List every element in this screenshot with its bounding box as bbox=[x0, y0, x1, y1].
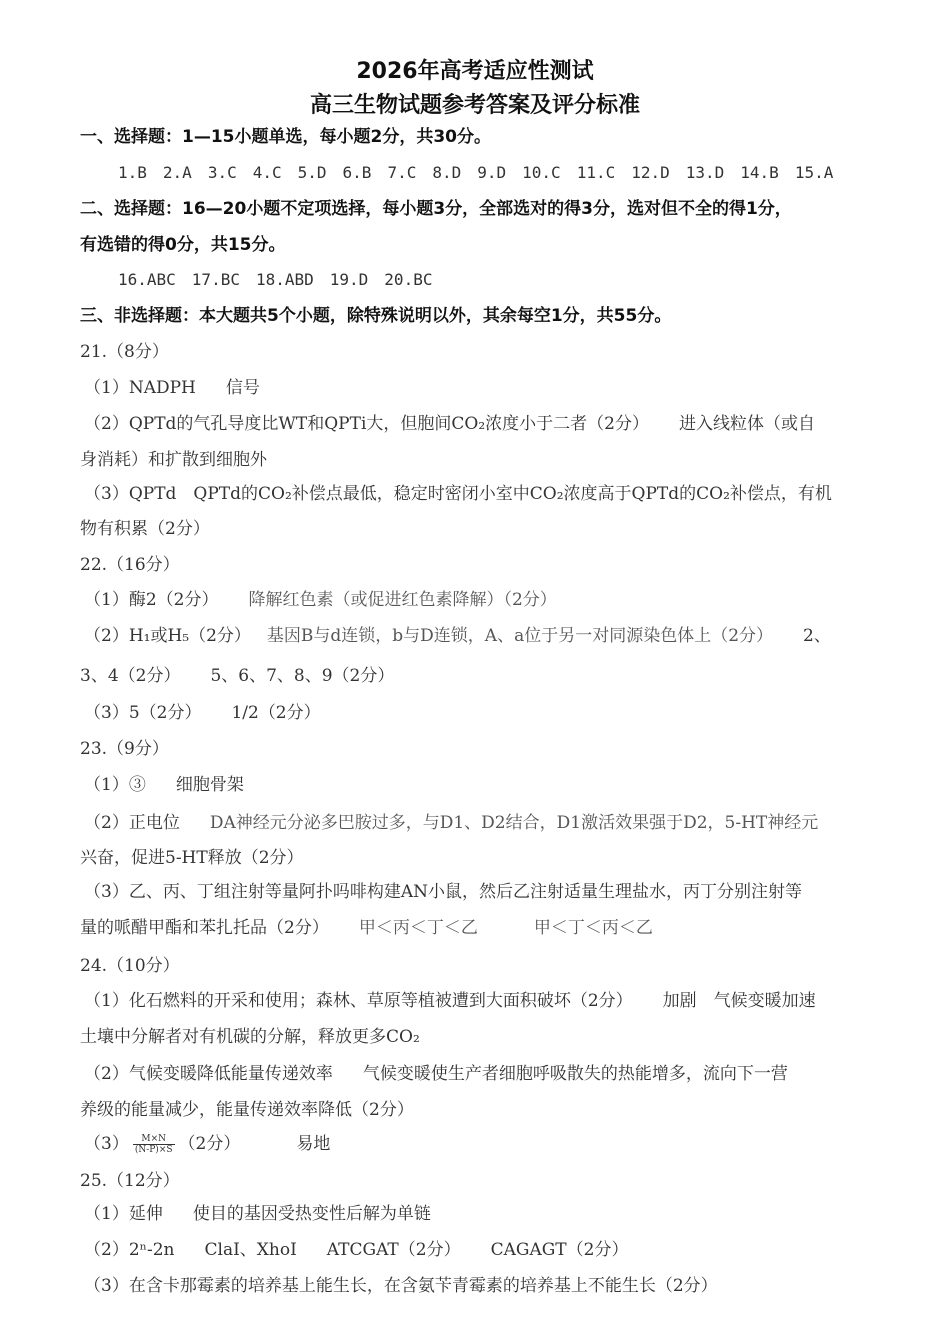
q22-label: 22.（16分） bbox=[80, 555, 180, 575]
q23-part2-line1 bbox=[84, 812, 894, 834]
answer-item: 4.C bbox=[252, 163, 282, 182]
q23-part3-answer-c: 甲＜丁＜丙＜乙 bbox=[533, 918, 653, 938]
q21-part2-answer-b: 进入线粒体（或自 bbox=[678, 414, 815, 434]
q21-part3-line1: （3）QPTd QPTd的CO₂补偿点最低，稳定时密闭小室中CO₂浓度高于QPTd的CO₂补偿点，有机 bbox=[84, 484, 832, 504]
q24-part1-line2: 土壤中分解者对有机碳的分解，释放更多CO₂ bbox=[80, 1027, 420, 1047]
q21-part2-answer-a: （2）QPTd的气孔导度比WT和QPTi大，但胞间CO₂浓度小于二者（2分） bbox=[84, 414, 649, 434]
q22-part2-answer-d: 3、4（2分） bbox=[80, 666, 181, 686]
fraction-numerator: M×N bbox=[133, 1134, 175, 1145]
q25-part1 bbox=[84, 1203, 894, 1225]
q21-part2-line1 bbox=[84, 413, 894, 435]
q25-part2-answer-d: CAGAGT（2分） bbox=[490, 1240, 629, 1260]
q23-part3-line1: （3）乙、丙、丁组注射等量阿扑吗啡构建AN小鼠，然后乙注射适量生理盐水，丙丁分别注射等 bbox=[84, 882, 802, 902]
q21-part3-line2: 物有积累（2分） bbox=[80, 519, 210, 539]
q25-part2 bbox=[84, 1239, 894, 1261]
q23-part3-answer-b: 甲＜丙＜丁＜乙 bbox=[358, 918, 478, 938]
section1-heading: 一、选择题：1—15小题单选，每小题2分，共30分。 bbox=[80, 127, 491, 147]
q22-part2-line1 bbox=[84, 625, 894, 647]
q23-part2-answer-a: （2）正电位 bbox=[84, 813, 180, 833]
q22-part2-answer-b: 基因B与d连锁，b与D连锁，A、a位于另一对同源染色体上（2分） bbox=[266, 626, 774, 646]
q24-part2-answer-b: 气候变暖使生产者细胞呼吸散失的热能增多，流向下一营 bbox=[362, 1064, 788, 1084]
q22-part3 bbox=[84, 702, 894, 724]
q25-part2-answer-a: （2）2ⁿ-2n bbox=[84, 1240, 175, 1260]
section2-heading-line2: 有选错的得0分，共15分。 bbox=[80, 235, 286, 255]
answer-item: 13.D bbox=[685, 163, 725, 182]
answer-item: 19.D bbox=[329, 270, 369, 289]
answer-item: 17.BC bbox=[191, 270, 240, 289]
exam-title: 2026年高考适应性测试 bbox=[356, 59, 594, 84]
q22-part3-answer-a: （3）5（2分） bbox=[84, 703, 202, 723]
q23-label: 23.（9分） bbox=[80, 739, 169, 759]
q21-part2-line2: 身消耗）和扩散到细胞外 bbox=[80, 450, 267, 470]
q22-part2-answer-e: 5、6、7、8、9（2分） bbox=[210, 666, 395, 686]
answer-item: 9.D bbox=[477, 163, 507, 182]
q23-part1 bbox=[84, 774, 894, 796]
q22-part2-answer-c: 2、 bbox=[803, 626, 831, 646]
q22-part2-line2 bbox=[80, 665, 890, 687]
q24-part3-answer-b: 易地 bbox=[296, 1134, 331, 1154]
formula-fraction bbox=[133, 1134, 175, 1155]
answer-item: 8.D bbox=[432, 163, 462, 182]
q25-label: 25.（12分） bbox=[80, 1171, 180, 1191]
q24-part3-prefix: （3） bbox=[84, 1134, 129, 1154]
q23-part1-answer-a: （1）③ bbox=[84, 775, 146, 795]
answer-item: 12.D bbox=[631, 163, 670, 182]
q25-part1-answer-a: （1）延伸 bbox=[84, 1204, 163, 1224]
q21-part1-answer-a: （1）NADPH bbox=[84, 378, 196, 398]
q22-part1-answer-b: 降解红色素（或促进红色素降解）（2分） bbox=[248, 590, 557, 610]
answer-item: 7.C bbox=[387, 163, 417, 182]
q24-part3-score: （2分） bbox=[178, 1134, 241, 1154]
q24-label: 24.（10分） bbox=[80, 956, 180, 976]
fraction-denominator: (N-P)×S bbox=[134, 1145, 173, 1155]
answer-item: 3.C bbox=[207, 163, 237, 182]
answer-item: 15.A bbox=[794, 163, 834, 182]
answer-item: 10.C bbox=[522, 163, 561, 182]
q22-part3-answer-b: 1/2（2分） bbox=[231, 703, 321, 723]
q23-part3-answer-a: 量的哌醋甲酯和苯扎托品（2分） bbox=[80, 918, 329, 938]
answer-item: 16.ABC bbox=[118, 270, 176, 289]
q24-part1-line1 bbox=[84, 990, 894, 1012]
q21-part1-answer-b: 信号 bbox=[225, 378, 260, 398]
exam-subtitle: 高三生物试题参考答案及评分标准 bbox=[309, 93, 640, 118]
q23-part2-answer-b: DA神经元分泌多巴胺过多，与D1、D2结合，D1激活效果强于D2，5-HT神经元 bbox=[209, 813, 819, 833]
q24-part2-line2: 养级的能量减少，能量传递效率降低（2分） bbox=[80, 1100, 414, 1120]
answer-item: 5.D bbox=[297, 163, 327, 182]
q24-part2-answer-a: （2）气候变暖降低能量传递效率 bbox=[84, 1064, 333, 1084]
q22-part1 bbox=[84, 589, 894, 611]
answer-item: 20.BC bbox=[384, 270, 433, 289]
q22-part1-answer-a: （1）酶2（2分） bbox=[84, 590, 219, 610]
answer-item: 6.B bbox=[342, 163, 372, 182]
answer-item: 1.B bbox=[118, 163, 147, 182]
q24-part1-answer-b: 加剧 气候变暖加速 bbox=[662, 991, 816, 1011]
section3-heading: 三、非选择题：本大题共5个小题，除特殊说明以外，其余每空1分，共55分。 bbox=[80, 306, 672, 326]
q24-part1-answer-a: （1）化石燃料的开采和使用；森林、草原等植被遭到大面积破坏（2分） bbox=[84, 991, 633, 1011]
q25-part3: （3）在含卡那霉素的培养基上能生长，在含氨苄青霉素的培养基上不能生长（2分） bbox=[84, 1276, 718, 1296]
q24-part3 bbox=[84, 1133, 894, 1155]
answer-item: 18.ABD bbox=[255, 270, 314, 289]
section1-answer-list bbox=[118, 162, 928, 184]
q25-part2-answer-b: ClaI、XhoI bbox=[204, 1240, 297, 1260]
q24-part2-line1 bbox=[84, 1063, 894, 1085]
q21-part1 bbox=[84, 377, 894, 399]
answer-item: 2.A bbox=[162, 163, 192, 182]
q22-part2-answer-a: （2）H₁或H₅（2分） bbox=[84, 626, 251, 646]
answer-item: 11.C bbox=[576, 163, 616, 182]
q23-part3-line2 bbox=[80, 917, 890, 939]
q25-part1-answer-b: 使目的基因受热变性后解为单链 bbox=[192, 1204, 431, 1224]
section2-heading-line1: 二、选择题：16—20小题不定项选择，每小题3分，全部选对的得3分，选对但不全的得1分， bbox=[80, 199, 792, 219]
answer-item: 14.B bbox=[740, 163, 779, 182]
q25-part2-answer-c: ATCGAT（2分） bbox=[326, 1240, 461, 1260]
section2-answer-list bbox=[118, 269, 928, 291]
q23-part1-answer-b: 细胞骨架 bbox=[175, 775, 244, 795]
q23-part2-line2: 兴奋，促进5-HT释放（2分） bbox=[80, 848, 304, 868]
q21-label: 21.（8分） bbox=[80, 342, 169, 362]
